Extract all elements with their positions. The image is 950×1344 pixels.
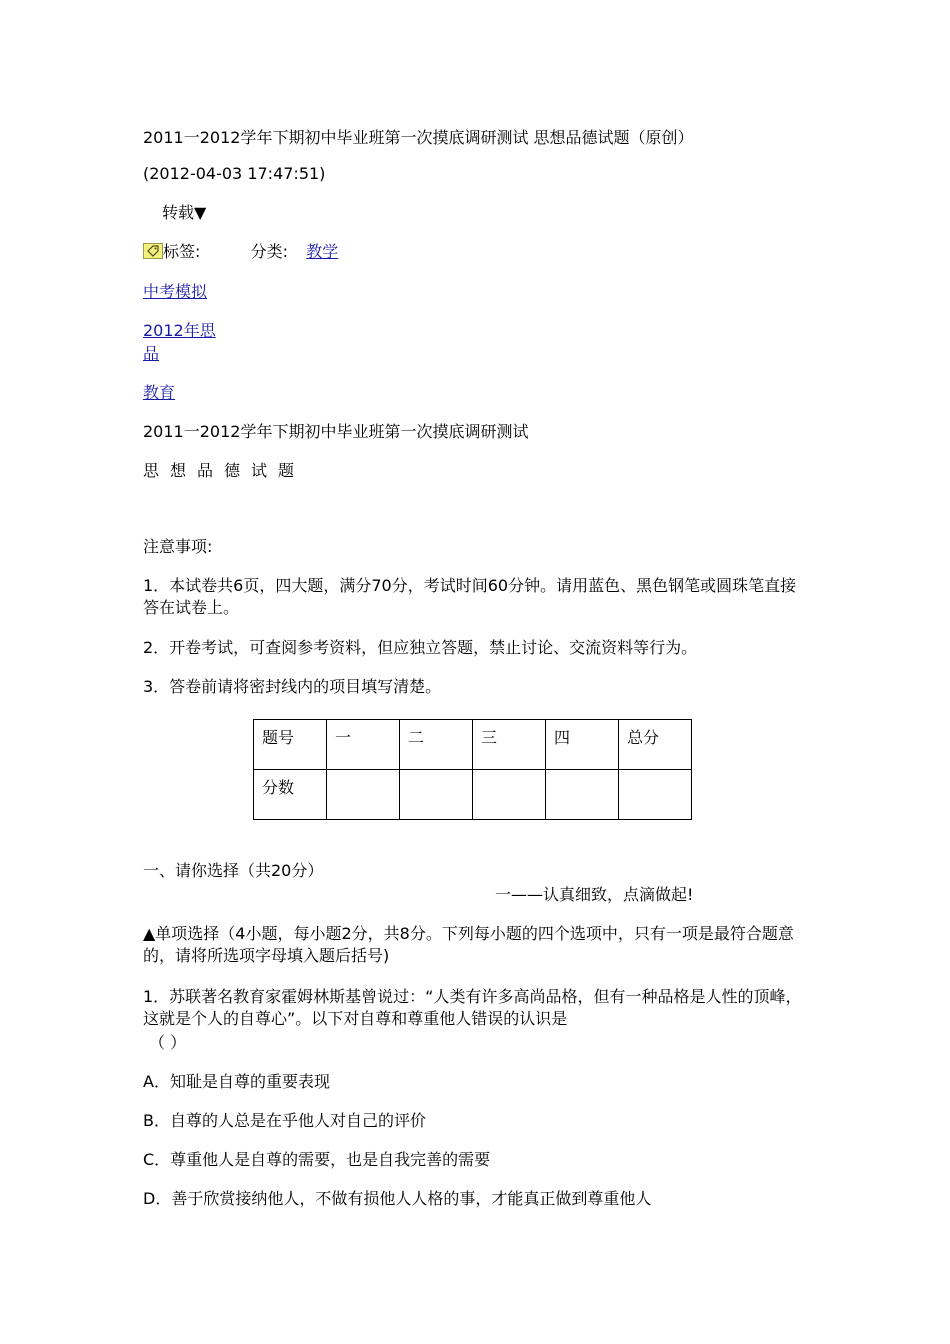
score-cell	[327, 770, 400, 820]
score-cell: 总分	[619, 720, 692, 770]
score-cell	[546, 770, 619, 820]
section1-motto: 一——认真细致，点滴做起!	[495, 885, 694, 904]
score-table-header-row	[254, 720, 692, 770]
question-1-option-c: C．尊重他人是自尊的需要，也是自我完善的需要	[143, 1150, 491, 1169]
question-1-option-b: B．自尊的人总是在乎他人对自己的评价	[143, 1111, 426, 1130]
notes-title: 注意事项:	[143, 537, 213, 556]
score-table	[253, 719, 692, 820]
exam-subject: 思想品德试题	[143, 461, 306, 480]
score-cell: 二	[400, 720, 473, 770]
blog-title: 2011一2012学年下期初中毕业班第一次摸底调研测试 思想品德试题（原创）	[143, 128, 694, 147]
note-1: 1．本试卷共6页，四大题，满分70分，考试时间60分钟。请用蓝色、黑色钢笔或圆珠笔直接答在试卷上。	[143, 576, 797, 617]
tag-icon	[143, 243, 163, 259]
question-1-answer-bracket: （ ）	[149, 1033, 187, 1052]
score-cell	[400, 770, 473, 820]
meta-row	[143, 241, 338, 263]
note-2: 2．开卷考试，可查阅参考资料，但应独立答题，禁止讨论、交流资料等行为。	[143, 638, 698, 657]
score-cell	[473, 770, 546, 820]
question-1-stem: 1．苏联著名教育家霍姆林斯基曾说过：“人类有许多高尚品格，但有一种品格是人性的顶峰，这就是个人的自尊心”。以下对自尊和尊重他人错误的认识是	[143, 987, 802, 1028]
score-cell: 题号	[254, 720, 327, 770]
tag-link-2012-moral-cont[interactable]: 品	[143, 344, 160, 363]
question-1-option-d: D．善于欣赏接纳他人，不做有损他人人格的事，才能真正做到尊重他人	[143, 1189, 652, 1208]
question-1-option-a: A．知耻是自尊的重要表现	[143, 1072, 330, 1091]
section1-title: 一、请你选择（共20分）	[143, 861, 324, 880]
category-link-teaching[interactable]: 教学	[306, 242, 339, 261]
note-3: 3．答卷前请将密封线内的项目填写清楚。	[143, 677, 442, 696]
tag-link-2012-moral[interactable]: 2012年思	[143, 321, 216, 340]
score-cell: 分数	[254, 770, 327, 820]
tag-link-education[interactable]: 教育	[143, 383, 176, 402]
score-cell: 四	[546, 720, 619, 770]
exam-heading: 2011一2012学年下期初中毕业班第一次摸底调研测试	[143, 422, 529, 441]
score-cell: 三	[473, 720, 546, 770]
single-choice-intro: ▲单项选择（4小题，每小题2分，共8分。下列每小题的四个选项中，只有一项是最符合题意的，请将所选项字母填入题后括号)	[143, 924, 794, 965]
score-cell: 一	[327, 720, 400, 770]
score-cell	[619, 770, 692, 820]
post-datetime: (2012-04-03 17:47:51)	[143, 164, 326, 183]
category-label: 分类:	[250, 242, 288, 261]
tag-label: 标签:	[163, 242, 201, 261]
tag-link-exam-mock[interactable]: 中考模拟	[143, 282, 208, 301]
score-table-score-row	[254, 770, 692, 820]
repost-button[interactable]: 转载▼	[162, 203, 207, 222]
